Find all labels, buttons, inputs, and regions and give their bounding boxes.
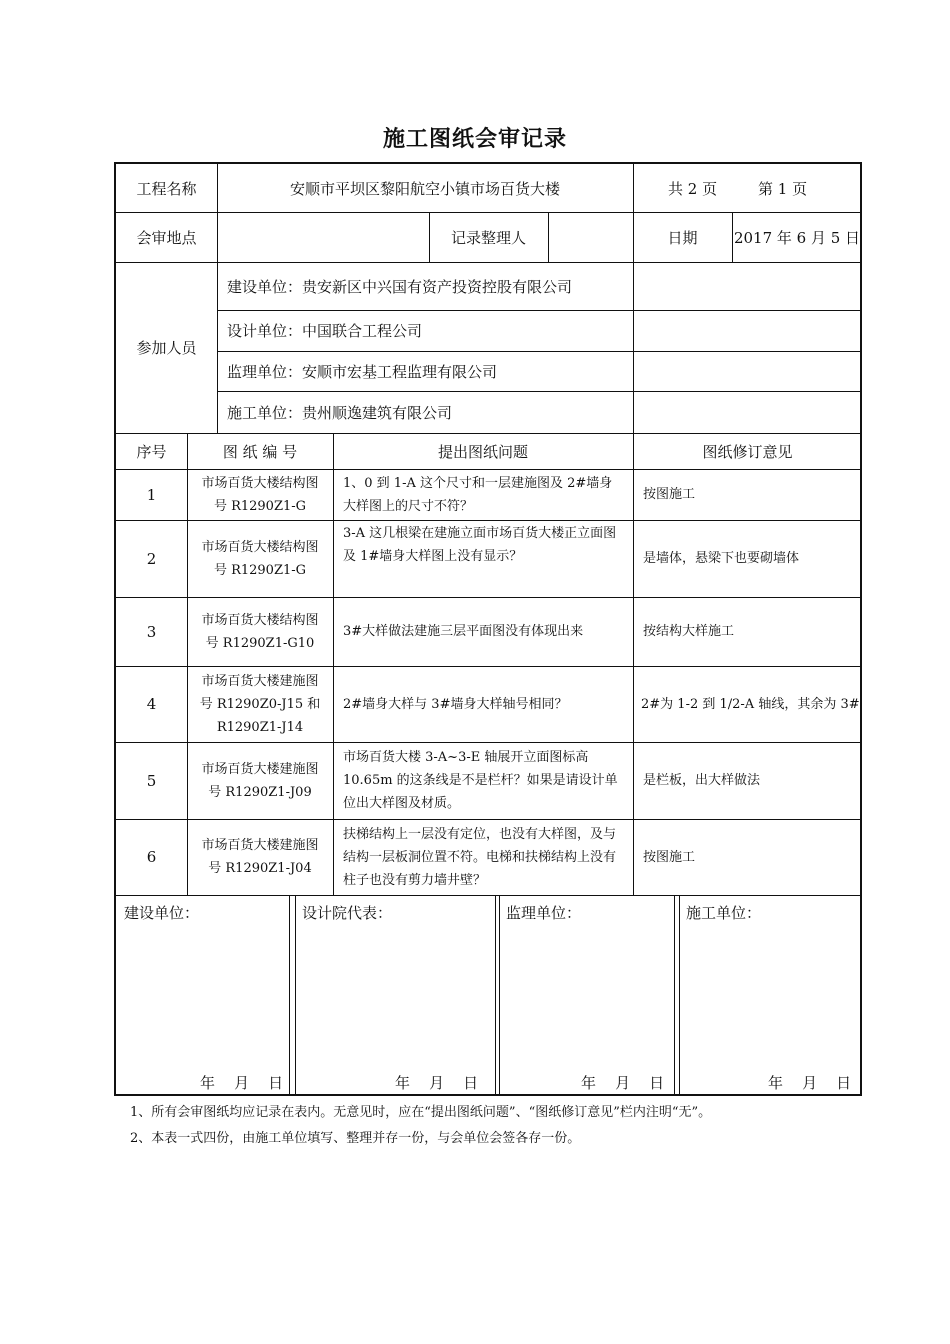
header-revision: 图纸修订意见 (702, 442, 793, 461)
header-no: 序号 (136, 442, 167, 461)
date-label: 日期 (667, 228, 698, 247)
review-record-table (114, 162, 862, 1096)
row-1-no: 1 (146, 485, 157, 504)
participant-designer: 设计单位：中国联合工程公司 (227, 322, 423, 340)
sign-supervisor-label: 监理单位： (506, 903, 582, 922)
note-2: 2、本表一式四份，由施工单位填写、整理并存一份，与会单位会签各存一份。 (130, 1131, 581, 1146)
row-5-revision: 是栏板，出大样做法 (643, 773, 761, 788)
row-5-drawing: 市场百货大楼建施图号 R1290Z1-J09 (201, 761, 319, 800)
row-3-drawing: 市场百货大楼结构图号 R1290Z1-G10 (201, 612, 319, 651)
recorder-value (548, 212, 633, 262)
participants-label: 参加人员 (136, 339, 197, 357)
row-6-issue: 扶梯结构上一层没有定位，也没有大样图，及与结构一层板洞位置不符。电梯和扶梯结构上没有柱子也没有剪力墙井壁？ (343, 826, 617, 888)
location-label: 会审地点 (136, 228, 197, 247)
row-2-no: 2 (146, 549, 157, 568)
location-value (217, 212, 429, 262)
row-3-no: 3 (146, 622, 157, 641)
project-name-value: 安顺市平坝区黎阳航空小镇市场百货大楼 (289, 179, 560, 198)
row-3-issue: 3#大样做法建施三层平面图没有体现出来 (343, 624, 584, 639)
sign-client-date: 年 月 日 (200, 1074, 284, 1092)
participant-supervisor: 监理单位：安顺市宏基工程监理有限公司 (227, 362, 498, 381)
row-1-issue: 1、0 到 1-A 这个尺寸和一层建施图及 2#墙身大样图上的尺寸不符？ (343, 475, 613, 514)
sign-contractor-label: 施工单位： (686, 903, 762, 922)
row-2-issue: 3-A 这几根梁在建施立面市场百货大楼正立面图及 1#墙身大样图上没有显示？ (343, 526, 617, 564)
participant-contractor: 施工单位：贵州顺逸建筑有限公司 (227, 403, 453, 422)
header-drawing-no: 图 纸 编 号 (222, 442, 298, 461)
note-1: 1、所有会审图纸均应记录在表内。无意见时，应在“提出图纸问题”、“图纸修订意见”栏内注明“无”。 (130, 1105, 712, 1120)
row-4-no: 4 (146, 695, 157, 713)
sign-designer-date: 年 月 日 (395, 1074, 479, 1092)
sign-contractor-date: 年 月 日 (768, 1074, 852, 1092)
participant-client: 建设单位：贵安新区中兴国有资产投资控股有限公司 (227, 277, 573, 296)
total-pages: 共 2 页 (668, 179, 718, 198)
row-5-issue: 市场百货大楼 3-A~3-E 轴展开立面图标高 10.65m 的这条线是不是栏杆？如果是请设计单位出大样图及材质。 (343, 750, 618, 811)
document-title: 施工图纸会审记录 (382, 126, 567, 152)
row-4-issue: 2#墙身大样与 3#墙身大样轴号相同？ (343, 696, 568, 712)
page-number: 第 1 页 (758, 179, 808, 198)
row-3-revision: 按结构大样施工 (643, 624, 735, 639)
row-4-drawing: 市场百货大楼建施图号 R1290Z0-J15 和 R1290Z1-J14 (199, 673, 321, 735)
row-1-revision: 按图施工 (643, 487, 696, 502)
header-issue: 提出图纸问题 (437, 442, 528, 461)
sign-designer-label: 设计院代表： (302, 903, 393, 922)
recorder-label: 记录整理人 (450, 228, 526, 247)
row-4-revision: 2#为 1-2 到 1/2-A 轴线，其余为 3# (641, 696, 860, 712)
row-5-no: 5 (146, 771, 157, 790)
sign-supervisor-date: 年 月 日 (581, 1074, 665, 1092)
row-6-no: 6 (146, 848, 157, 866)
row-6-revision: 按图施工 (643, 849, 696, 865)
sign-client-label: 建设单位： (124, 903, 200, 922)
row-1-drawing: 市场百货大楼结构图号 R1290Z1-G (201, 475, 319, 514)
row-2-drawing: 市场百货大楼结构图号 R1290Z1-G (201, 539, 319, 578)
date-value: 2017 年 6 月 5 日 (733, 228, 861, 247)
row-2-revision: 是墙体，悬梁下也要砌墙体 (643, 551, 800, 566)
row-6-drawing: 市场百货大楼建施图号 R1290Z1-J04 (201, 838, 319, 876)
project-name-label: 工程名称 (136, 179, 197, 198)
